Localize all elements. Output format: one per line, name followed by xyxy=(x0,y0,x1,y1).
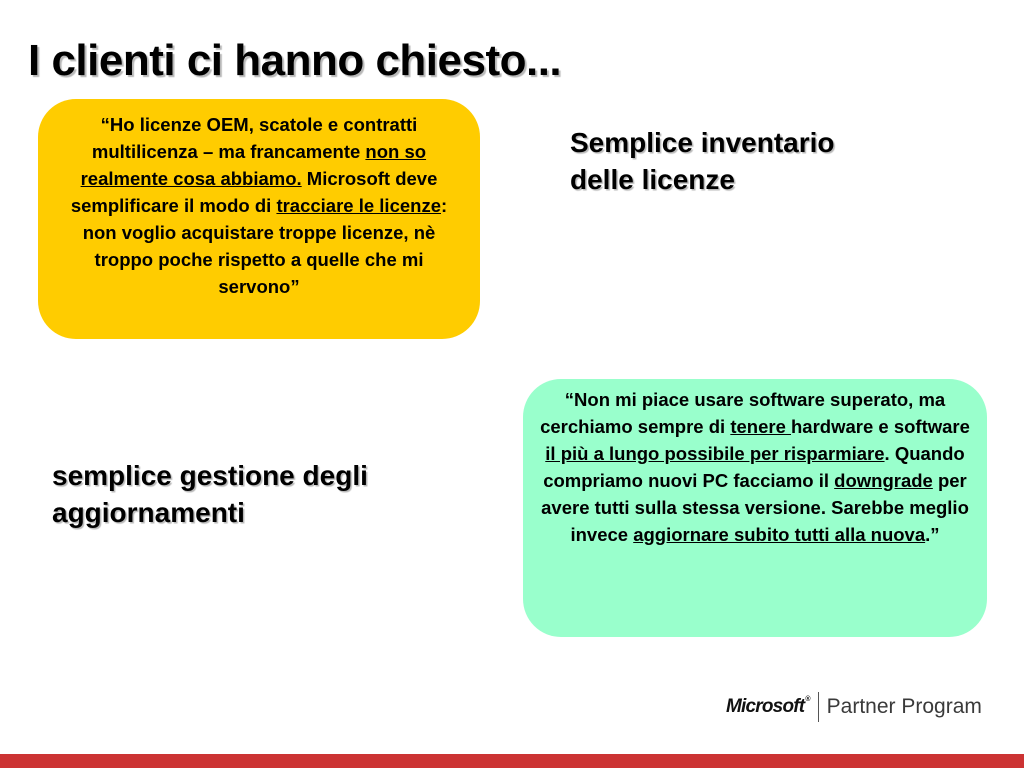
heading-license-inventory xyxy=(570,124,835,198)
quote-text: : non voglio acquistare troppe licenze, nè troppo poche rispetto a quelle che mi servono” xyxy=(82,195,448,297)
quote-text: .” xyxy=(925,524,940,545)
quote-text: . Quando compriamo nuovi PC facciamo il xyxy=(543,443,965,491)
heading-update-management xyxy=(52,457,368,531)
quote-emphasis: downgrade xyxy=(834,470,933,491)
quote-text: “Non mi piace usare software superato, ma cerchiamo sempre di xyxy=(540,389,946,437)
heading-line: Semplice inventario xyxy=(570,127,835,158)
footer-accent-bar xyxy=(0,754,1024,768)
partner-program-label: Partner Program xyxy=(826,695,982,718)
customer-quote-updates xyxy=(523,379,987,637)
quote-text: per avere tutti sulla stessa versione. Sarebbe meglio invece xyxy=(541,470,969,545)
heading-line: delle licenze xyxy=(570,164,735,195)
slide-title: I clienti ci hanno chiesto... xyxy=(28,36,562,85)
quote-emphasis: tracciare le licenze xyxy=(276,195,441,216)
heading-line: semplice gestione degli xyxy=(52,460,368,491)
heading-line: aggiornamenti xyxy=(52,497,245,528)
quote-text: hardware e software xyxy=(791,416,970,437)
brand-name: Microsoft xyxy=(726,696,805,717)
logo-divider xyxy=(818,692,819,722)
microsoft-partner-program-logo xyxy=(726,692,982,722)
trademark-mark: ® xyxy=(805,696,810,703)
microsoft-wordmark xyxy=(726,696,810,718)
quote-emphasis: non so realmente cosa abbiamo. xyxy=(80,141,427,189)
customer-quote-licenses xyxy=(38,99,480,339)
quote-text: “Ho licenze OEM, scatole e contratti multilicenza – ma francamente xyxy=(91,114,418,162)
quote-emphasis: aggiornare subito tutti alla nuova xyxy=(633,524,926,545)
quote-text: Microsoft deve semplificare il modo di xyxy=(70,168,438,216)
quote-emphasis: il più a lungo possibile per risparmiare xyxy=(545,443,885,464)
quote-emphasis: tenere xyxy=(730,416,791,437)
